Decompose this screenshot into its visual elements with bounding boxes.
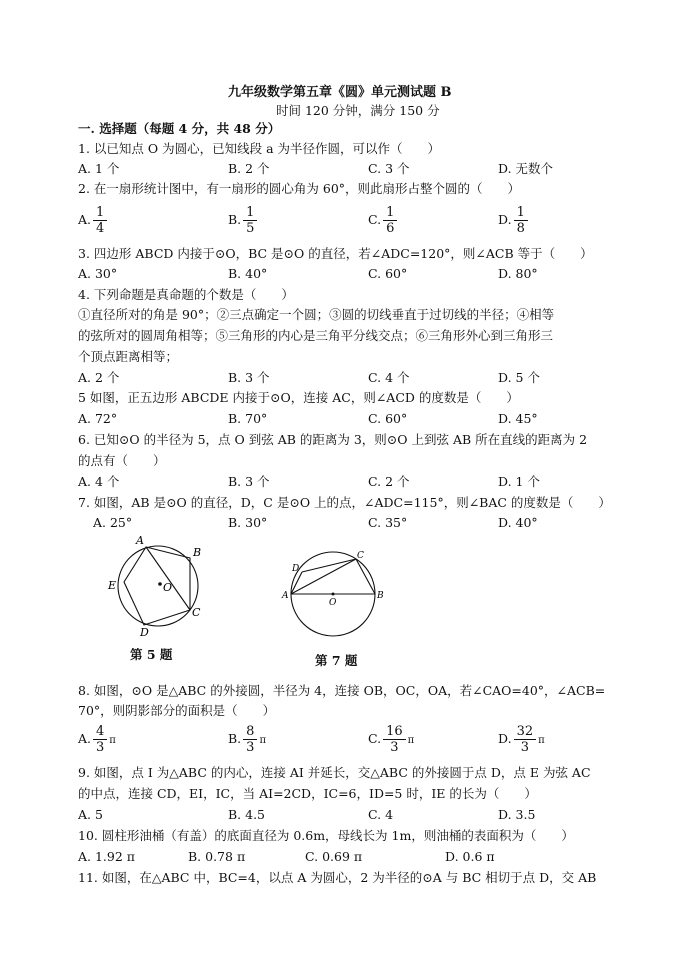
q6-stem: 6. 已知⊙O 的半径为 5，点 O 到弦 AB 的距离为 3，则⊙O 上到弦 AB 所在直线的距离为 2 [78,432,588,447]
q4-line2: ①直径所对的角是 90°；②三点确定一个圆；③圆的切线垂直于过切线的半径；④相等 [78,307,555,322]
q9-option-b: B. 4.5 [228,807,266,822]
q10-stem: 10. 圆柱形油桶（有盖）的底面直径为 0.6m，母线长为 1m，则油桶的表面积为（ ） [78,828,574,843]
q4-option-a: A. 2 个 [78,370,120,385]
page-subtitle: 时间 120 分钟，满分 150 分 [276,103,440,118]
fig5-label-e: E [108,579,117,592]
figure-q7-circle [278,548,388,643]
q8-option-d: D. $\frac{32}{3}$ π [498,724,545,755]
fig7-label-o: O [329,598,337,608]
q8-line2: 70°，则阴影部分的面积是（ ） [78,703,276,718]
fig7-caption: 第 7 题 [315,653,358,668]
q5-option-b: B. 70° [228,411,268,426]
q10-option-c: C. 0.69 π [305,849,363,864]
q3-stem: 3. 四边形 ABCD 内接于⊙O，BC 是⊙O 的直径，若∠ADC=120°，则∠ACB 等于（ ） [78,246,593,261]
q2-stem: 2. 在一扇形统计图中，有一扇形的圆心角为 60°，则此扇形占整个圆的（ ） [78,181,521,196]
fig5-caption: 第 5 题 [130,647,173,662]
q8-option-a: A. $\frac{4}{3}$ π [78,724,116,755]
q6-option-d: D. 1 个 [498,474,540,489]
q4-line4: 个顶点距离相等； [78,349,179,364]
fig5-label-d: D [140,626,149,637]
fig7-label-a: A [282,591,289,601]
q9-stem: 9. 如图，点 I 为△ABC 的内心，连接 AI 并延长，交△ABC 的外接圆于点 D，点 E 为弦 AC [78,765,591,780]
q9-line2: 的中点，连接 CD，EI，IC，当 AI=2CD，IC=6，ID=5 时，IE 的长为（ ） [78,786,537,801]
q7-option-d: D. 40° [498,515,538,530]
q1-option-d: D. 无数个 [498,161,554,176]
q4-option-b: B. 3 个 [228,370,270,385]
q8-stem: 8. 如图，⊙O 是△ABC 的外接圆，半径为 4，连接 OB，OC，OA，若∠CAO=40°，∠ACB= [78,683,606,698]
q6-line2: 的点有（ ） [78,453,166,468]
q6-option-a: A. 4 个 [78,474,120,489]
section-heading: 一. 选择题（每题 4 分，共 48 分） [78,121,281,136]
q1-option-b: B. 2 个 [228,161,270,176]
q5-option-a: A. 72° [78,411,118,426]
q8-option-c: C. $\frac{16}{3}$ π [368,724,415,755]
q4-line3: 的弦所对的圆周角相等；⑤三角形的内心是三角平分线交点；⑥三角形外心到三角形三 [78,328,554,343]
q7-stem: 7. 如图，AB 是⊙O 的直径，D，C 是⊙O 上的点，∠ADC=115°，则∠BAC 的度数是（ ） [78,495,611,510]
q7-option-a: A. 25° [93,515,133,530]
q2-option-a: A. $\frac{1}{4}$ [78,205,109,236]
figure-q5-pentagon [100,532,225,637]
fig7-label-c: C [357,551,364,561]
q9-option-a: A. 5 [78,807,103,822]
page-title: 九年级数学第五章《圆》单元测试题 B [228,85,452,100]
q3-option-b: B. 40° [228,266,268,281]
q1-option-a: A. 1 个 [78,161,120,176]
q5-option-c: C. 60° [368,411,408,426]
q3-option-c: C. 60° [368,266,408,281]
q2-option-b: B. $\frac{1}{5}$ [228,205,259,236]
q2-option-d: D. $\frac{1}{8}$ [498,205,530,236]
q3-option-d: D. 80° [498,266,538,281]
q9-option-d: D. 3.5 [498,807,536,822]
q1-option-c: C. 3 个 [368,161,410,176]
fig7-label-d: D [292,564,300,574]
q7-option-b: B. 30° [228,515,268,530]
q8-option-b: B. $\frac{8}{3}$ π [228,724,267,755]
q1-stem: 1. 以已知点 O 为圆心，已知线段 a 为半径作圆，可以作（ ） [78,141,440,156]
q5-option-d: D. 45° [498,411,538,426]
fig5-label-o: O [163,581,173,594]
q2-option-c: C. $\frac{1}{6}$ [368,205,399,236]
fig5-label-b: B [193,546,202,559]
q4-option-d: D. 5 个 [498,370,540,385]
fig7-label-b: B [377,591,384,601]
fig5-label-a: A [136,534,144,547]
q9-option-c: C. 4 [368,807,394,822]
q10-option-d: D. 0.6 π [445,849,495,864]
q4-option-c: C. 4 个 [368,370,410,385]
q7-option-c: C. 35° [368,515,408,530]
q6-option-b: B. 3 个 [228,474,270,489]
q3-option-a: A. 30° [78,266,118,281]
q10-option-a: A. 1.92 π [78,849,135,864]
q6-option-c: C. 2 个 [368,474,410,489]
q5-stem: 5 如图，正五边形 ABCDE 内接于⊙O，连接 AC，则∠ACD 的度数是（ ） [78,390,519,405]
q4-stem: 4. 下列命题是真命题的个数是（ ） [78,287,294,302]
fig5-label-c: C [192,606,201,619]
q11-stem: 11. 如图，在△ABC 中，BC=4，以点 A 为圆心，2 为半径的⊙A 与 BC 相切于点 D，交 AB [78,870,597,885]
q10-option-b: B. 0.78 π [188,849,246,864]
